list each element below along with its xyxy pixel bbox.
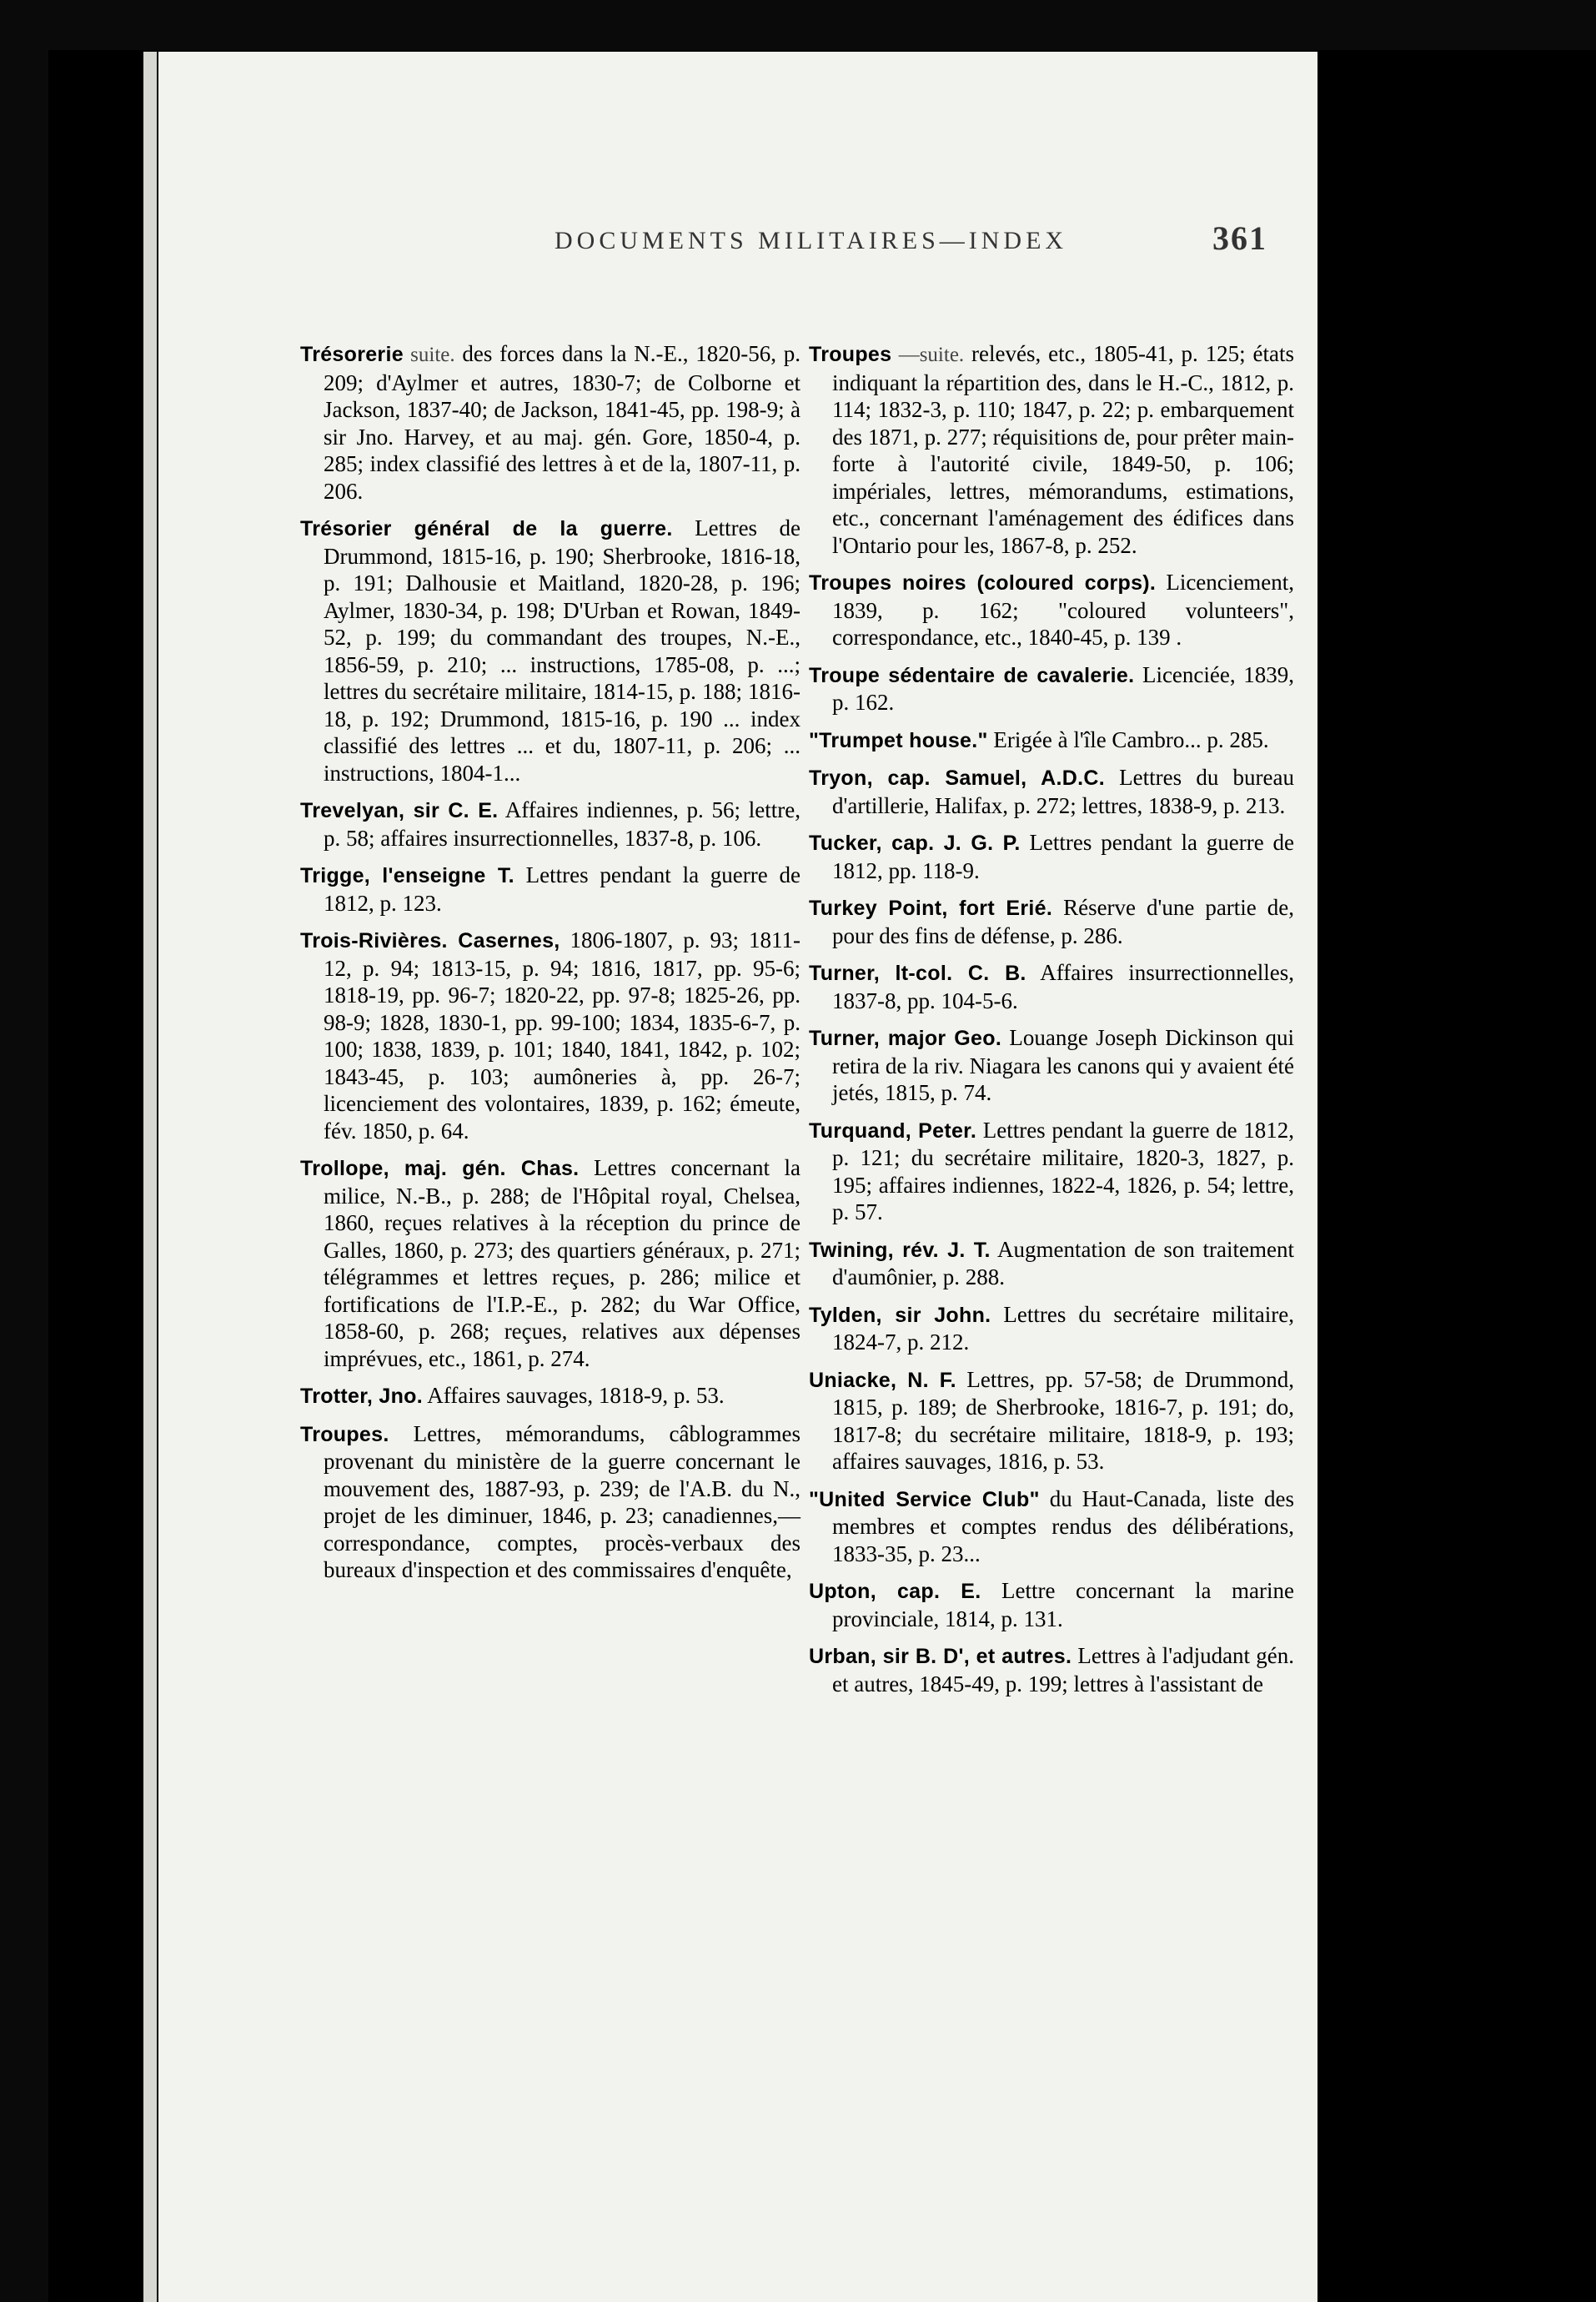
index-entry [300,340,801,505]
entry-text: Lettres, pp. 57-58; de Drummond, 1815, p. 189; de Sherbrooke, 1816-7, p. 191; do, 1817-8; du secrétaire militaire, 1818-9, p. 193; affaires sauvages, 1816, p. 53. [832,1366,1294,1474]
index-entry [300,797,801,852]
entry-heading: "United Service Club" [809,1487,1040,1511]
entry-text: Lettres pendant la guerre de 1812, p. 123. [324,862,801,916]
index-entry [300,1420,801,1584]
entry-text: Licenciement, 1839, p. 162; "coloured volunteers", correspondance, etc., 1840-45, p. 139 . [832,570,1294,650]
index-entry [809,1642,1294,1697]
entry-text: Lettres pendant la guerre de 1812, p. 121; du secrétaire militaire, 1820-3, 1827, p. 195; affaires indiennes, 1822-4, 1826, p. 54; lettre, p. 57. [832,1117,1294,1224]
entry-text: Louange Joseph Dickinson qui retira de la riv. Niagara les canons qui y avaient été jetés, 1815, p. 74. [832,1025,1294,1105]
index-entry [809,569,1294,651]
index-entry [809,1117,1294,1226]
page-number: 361 [1212,219,1267,257]
right-column [809,340,1294,1707]
index-entry [300,927,801,1144]
index-entry [809,1301,1294,1356]
entry-heading: Trevelyan, sir C. E. [300,799,499,822]
entry-text: Lettres du secrétaire militaire, 1824-7, p. 212. [832,1301,1295,1355]
entry-heading: Trois-Rivières. Casernes, [300,929,560,952]
entry-heading: Turkey Point, fort Erié. [809,897,1053,920]
entry-heading: Turner, lt-col. C. B. [809,962,1026,985]
left-column [300,340,801,1594]
entry-text: des forces dans la N.-E., 1820-56, p. 209; d'Aylmer et autres, 1830-7; de Colborne et Jackson, 1837-40; de Jackson, 1841-45, pp. 198-9; à sir Jno. Harvey, et au maj. gén. Gore, 1850-4, p. 285; index classifié des lettres à et de la, 1807-11, p. 206. [324,341,801,504]
entry-text: 1806-1807, p. 93; 1811-12, p. 94; 1813-15, p. 94; 1816, 1817, pp. 95-6; 1818-19, pp. 96-7; 1820-22, pp. 97-8; 1825-26, pp. 98-9; 1828, 1830-1, pp. 99-100; 1834, 1835-6-7, p. 100; 1838, 1839, p. 101; 1840, 1841, 1842, p. 102; 1843-45, p. 103; aumôneries à, pp. 26-7; licenciement des volontaires, 1839, p. 162; émeute, fév. 1850, p. 64. [324,927,801,1143]
index-entry [809,661,1294,716]
entry-heading: Tucker, cap. J. G. P. [809,832,1021,855]
entry-heading: Troupes noires (coloured corps). [809,571,1157,595]
scan-margin [0,0,48,2302]
entry-heading: Trollope, maj. gén. Chas. [300,1157,580,1180]
entry-heading: Tylden, sir John. [809,1303,991,1327]
entry-text: Réserve d'une partie de, pour des fins de défense, p. 286. [832,895,1294,948]
entry-text: Lettres pendant la guerre de 1812, pp. 118-9. [832,830,1294,883]
entry-text: Erigée à l'île Cambro... p. 285. [987,726,1269,752]
running-header [384,219,1267,269]
entry-heading: Trotter, Jno. [300,1385,423,1408]
entry-heading: "Trumpet house." [809,728,988,752]
index-entry [809,959,1294,1014]
entry-text: Lettre concernant la marine provinciale, 1814, p. 131. [832,1578,1294,1631]
running-title: DOCUMENTS MILITAIRES—INDEX [555,227,1068,254]
entry-heading: Upton, cap. E. [809,1580,981,1603]
index-entry [809,829,1294,884]
entry-text: Lettres à l'adjudant gén. et autres, 1845-49, p. 199; lettres à l'assistant de [832,1643,1294,1696]
entry-heading: Tryon, cap. Samuel, A.D.C. [809,766,1105,790]
page-edge [143,52,157,2302]
index-entry [809,764,1294,819]
entry-heading: Twining, rév. J. T. [809,1238,991,1262]
scan-top-margin [48,0,1596,50]
index-entry [300,515,801,787]
entry-heading: Troupes [809,343,892,366]
index-entry [300,862,801,917]
entry-text: Lettres concernant la milice, N.-B., p. 288; de l'Hôpital royal, Chelsea, 1860, reçues relatives à la réception du prince de Galles, 1860, p. 273; des quartiers généraux, p. 271; télégrammes et lettres reçues, p. 286; milice et fortifications de l'I.P.-E., p. 282; du War Office, 1858-60, p. 268; reçues, relatives aux dépenses imprévues, etc., 1861, p. 274. [324,1155,801,1371]
continued-label: suite. [403,344,455,366]
index-entry [809,1236,1294,1291]
entry-heading: Turner, major Geo. [809,1027,1002,1050]
entry-heading: Trésorerie [300,343,404,366]
entry-text: Affaires sauvages, 1818-9, p. 53. [422,1383,725,1408]
entry-heading: Uniacke, N. F. [809,1368,956,1392]
entry-text: Augmentation de son traitement d'aumônier, p. 288. [832,1236,1294,1289]
entry-text: Lettres du bureau d'artillerie, Halifax, p. 272; lettres, 1838-9, p. 213. [832,765,1295,818]
entry-text: Licenciée, 1839, p. 162. [832,661,1294,715]
index-entry [809,1366,1294,1475]
entry-heading: Troupes. [300,1422,389,1446]
index-entry [809,726,1294,755]
entry-text: Lettres de Drummond, 1815-16, p. 190; Sherbrooke, 1816-18, p. 191; Dalhousie et Maitland, 1820-28, p. 196; Aylmer, 1830-34, p. 198; D'Urban et Rowan, 1849-52, p. 199; du commandant des troupes, N.-E., 1856-59, p. 210; ... instructions, 1785-08, p. ...; lettres du secrétaire militaire, 1814-15, p. 188; 1816-18, p. 192; Drummond, 1815-16, p. 190 ... index classifié des lettres ... et du, 1807-11, p. 206; ... instructions, 1804-1... [324,515,801,786]
entry-heading: Urban, sir B. D', et autres. [809,1645,1072,1668]
entry-heading: Trésorier général de la guerre. [300,517,673,540]
index-entry [809,1024,1294,1107]
continued-label: —suite. [891,344,965,366]
entry-text: Affaires indiennes, p. 56; lettre, p. 58; affaires insurrectionnelles, 1837-8, p. 106. [324,797,801,851]
index-entry [809,1485,1294,1568]
entry-heading: Trigge, l'enseigne T. [300,864,514,887]
index-entry [300,1382,801,1410]
entry-text: Affaires insurrectionnelles, 1837-8, pp. 104-5-6. [832,960,1294,1013]
entry-text: du Haut-Canada, liste des membres et comptes rendus des délibérations, 1833-35, p. 23... [832,1485,1294,1566]
index-entry [809,340,1294,559]
entry-heading: Turquand, Peter. [809,1118,977,1143]
index-entry [809,894,1294,949]
index-entry [300,1154,801,1372]
entry-heading: Troupe sédentaire de cavalerie. [809,663,1135,687]
entry-text: relevés, etc., 1805-41, p. 125; états indiquant la répartition des, dans le H.-C., 1812, p. 114; 1832-3, p. 110; 1847, p. 22; p. embarquement des 1871, p. 277; réquisitions de, pour prêter main-forte à l'autorité civile, 1849-50, p. 106; impériales, lettres, mémorandums, estimations, etc., concernant l'aménagement des édifices dans l'Ontario pour les, 1867-8, p. 252. [832,341,1294,558]
index-entry [809,1577,1294,1632]
entry-text: Lettres, mémorandums, câblogrammes provenant du ministère de la guerre concernant le mouvement des, 1887-93, p. 239; de l'A.B. du N., projet de les diminuer, 1846, p. 23; canadiennes,—correspondance, comptes, procès-verbaux des bureaux d'inspection et des commissaires d'enquête, [324,1420,801,1582]
